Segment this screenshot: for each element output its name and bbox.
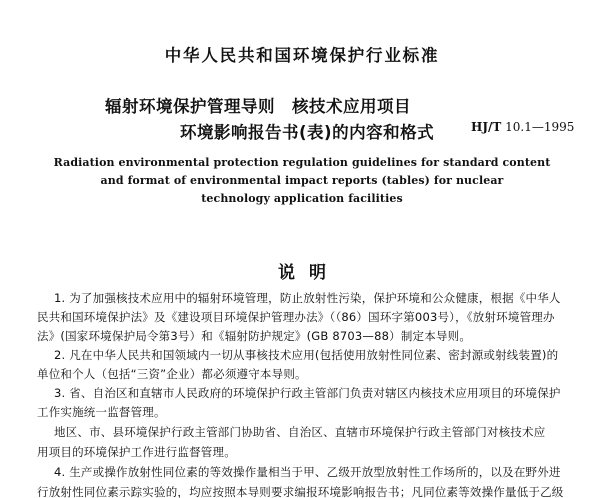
para-line: 1. 为了加强核技术应用中的辐射环境管理，防止放射性污染，保护环境和公众健康，根据《中华人 [54, 291, 561, 305]
para-line: 法》(国家环境保护局令第3号）和《辐射防护规定》(GB 8703—88）制定本导则。 [37, 329, 472, 343]
para-line: 民共和国环境保护法》及《建设项目环境保护管理办法》（（86）国环字第003号），《放射环境管理办 [37, 310, 555, 324]
title-cn-line-2: 环境影响报告书(表)的内容和格式 [180, 123, 435, 142]
para-line: 3. 省、自治区和直辖市人民政府的环境保护行政主管部门负责对辖区内核技术应用项目的环境保护 [54, 386, 561, 400]
title-en-line-1: Radiation environmental protection regulation guidelines for standard content [53, 156, 551, 169]
title-en-line-2: and format of environmental impact reports (tables) for nuclear [100, 174, 504, 187]
title-cn-line-1: 辐射环境保护管理导则 核技术应用项目 [105, 97, 411, 116]
standard-code-prefix: HJ/T [471, 120, 502, 134]
para-line: 行放射性同位素示踪实验的，均应按照本导则要求编报环境影响报告书；凡同位素等效操作量低于乙级 [37, 485, 564, 498]
para-line: 4. 生产或操作放射性同位素的等效操作量相当于甲、乙级开放型放射性工作场所的，以及在野外进 [54, 465, 561, 479]
para-line: 2. 凡在中华人民共和国领域内一切从事核技术应用(包括使用放射性同位素、密封源或射线装置)的 [54, 348, 559, 362]
para-line: 单位和个人（包括“三资”企业）都必须遵守本导则。 [37, 367, 307, 381]
title-en-line-3: technology application facilities [201, 192, 403, 205]
para-line: 地区、市、县环境保护行政主管部门协助省、自治区、直辖市环境保护行政主管部门对核技术应 [54, 425, 546, 439]
standard-code [471, 120, 574, 134]
section-heading: 说明 [278, 263, 340, 283]
para-line: 工作实施统一监督管理。 [37, 405, 166, 419]
standard-code-number: 10.1—1995 [501, 120, 575, 134]
para-line: 用项目的环境保护工作进行监督管理。 [37, 445, 236, 459]
standard-category: 中华人民共和国环境保护行业标准 [164, 46, 440, 65]
